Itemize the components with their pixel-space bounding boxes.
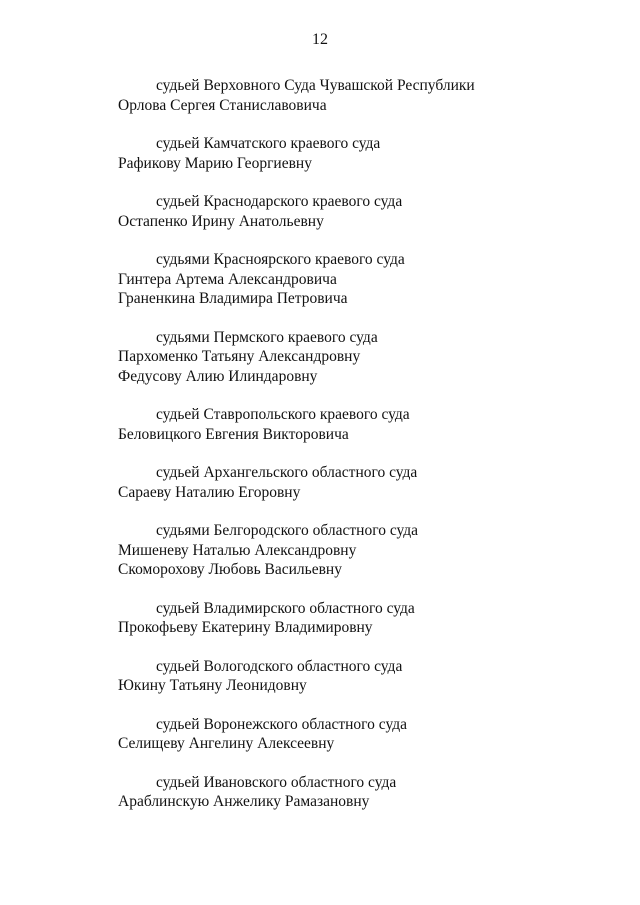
judge-name: Граненкина Владимира Петровича [118,290,348,307]
judge-name: Федусову Алию Илиндаровну [118,367,318,385]
appointment-entry [118,463,538,502]
appointment-entry [118,521,538,580]
court-title: судьями Белгородского областного суда [156,522,419,539]
court-title: судьей Ставропольского краевого суда [156,406,410,423]
appointment-entry [118,599,538,638]
appointment-entry [118,192,538,231]
appointments-list [118,76,538,831]
appointment-entry [118,328,538,387]
court-title: судьями Красноярского краевого суда [156,251,405,268]
court-title: судьей Верховного Суда Чувашской Республики [156,77,475,94]
judge-name: Мишеневу Наталью Александровну [118,541,357,559]
judge-name: Сараеву Наталию Егоровну [118,483,301,501]
judge-name: Араблинскую Анжелику Рамазановну [118,793,370,810]
appointment-entry [118,773,538,812]
judge-name: Гинтера Артема Александровича [118,270,337,288]
appointment-entry [118,134,538,173]
court-title: судьей Владимирского областного суда [156,599,415,617]
judge-name: Пархоменко Татьяну Александровну [118,348,361,365]
court-title: судьей Вологодского областного суда [156,657,403,675]
court-title: судьей Воронежского областного суда [156,715,407,733]
judge-name: Орлова Сергея Станиславовича [118,96,327,114]
judge-name: Скоморохову Любовь Васильевну [118,561,342,578]
appointment-entry [118,76,538,115]
court-title: судьей Архангельского областного суда [156,464,418,481]
appointment-entry [118,405,538,444]
court-title: судьей Краснодарского краевого суда [156,193,403,210]
judge-name: Юкину Татьяну Леонидовну [118,677,307,694]
appointment-entry [118,657,538,696]
judge-name: Прокофьеву Екатерину Владимировну [118,619,373,636]
judge-name: Селищеву Ангелину Алексеевну [118,735,335,752]
court-title: судьей Ивановского областного суда [156,773,397,791]
judge-name: Беловицкого Евгения Викторовича [118,425,349,443]
court-title: судьями Пермского краевого суда [156,328,378,346]
judge-name: Рафикову Марию Георгиевну [118,154,312,172]
appointment-entry [118,250,538,309]
court-title: судьей Камчатского краевого суда [156,135,381,152]
appointment-entry [118,715,538,754]
page-number: 12 [312,31,328,48]
judge-name: Остапенко Ирину Анатольевну [118,212,324,230]
